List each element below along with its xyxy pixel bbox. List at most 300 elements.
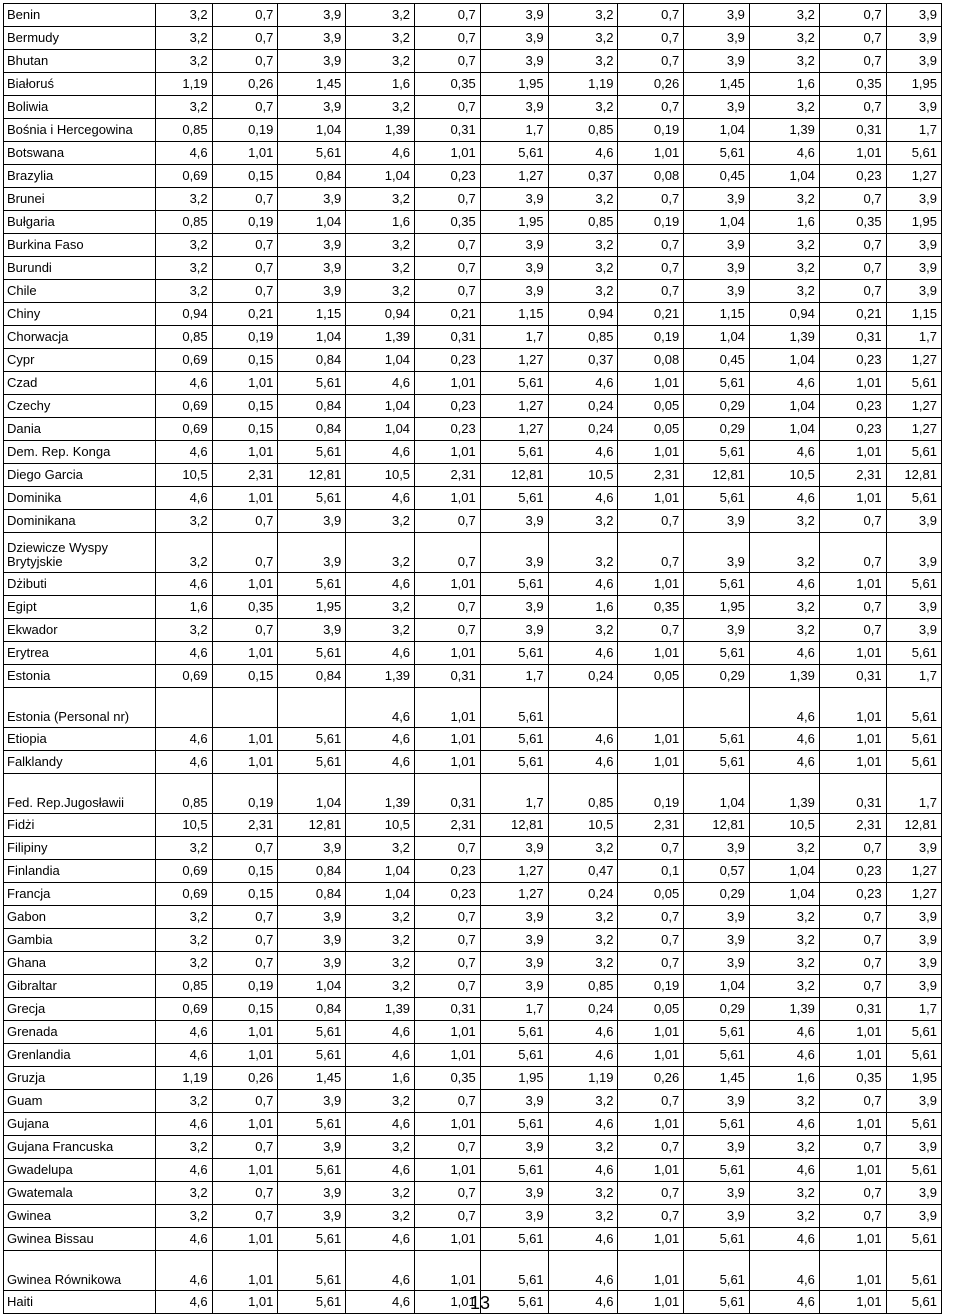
country-name: Burundi bbox=[4, 257, 156, 280]
value-cell: 1,04 bbox=[684, 119, 750, 142]
value-cell: 0,69 bbox=[156, 998, 212, 1021]
value-cell: 12,81 bbox=[278, 814, 346, 837]
country-name: Gwatemala bbox=[4, 1182, 156, 1205]
value-cell: 1,01 bbox=[415, 1291, 481, 1314]
value-cell: 3,9 bbox=[480, 510, 548, 533]
value-cell: 3,9 bbox=[480, 837, 548, 860]
value-cell: 3,9 bbox=[278, 1182, 346, 1205]
value-cell: 4,6 bbox=[548, 441, 618, 464]
value-cell: 0,7 bbox=[819, 837, 886, 860]
value-cell: 0,7 bbox=[415, 27, 481, 50]
value-cell: 0,19 bbox=[212, 975, 278, 998]
value-cell: 3,9 bbox=[684, 257, 750, 280]
table-row bbox=[4, 441, 942, 464]
value-cell: 4,6 bbox=[346, 441, 415, 464]
value-cell: 0,7 bbox=[212, 1205, 278, 1228]
value-cell: 5,61 bbox=[278, 751, 346, 774]
value-cell: 1,19 bbox=[548, 73, 618, 96]
value-cell bbox=[278, 688, 346, 728]
value-cell: 4,6 bbox=[346, 1113, 415, 1136]
value-cell: 3,2 bbox=[548, 929, 618, 952]
value-cell: 0,7 bbox=[618, 1182, 684, 1205]
value-cell: 4,6 bbox=[548, 1113, 618, 1136]
value-cell: 1,04 bbox=[346, 349, 415, 372]
value-cell: 1,95 bbox=[278, 596, 346, 619]
value-cell: 1,01 bbox=[212, 1291, 278, 1314]
value-cell: 0,7 bbox=[618, 837, 684, 860]
value-cell: 2,31 bbox=[819, 814, 886, 837]
value-cell: 3,2 bbox=[548, 280, 618, 303]
country-name: Brunei bbox=[4, 188, 156, 211]
table-body bbox=[4, 4, 942, 1314]
value-cell bbox=[618, 688, 684, 728]
value-cell: 3,2 bbox=[346, 596, 415, 619]
value-cell: 0,21 bbox=[415, 303, 481, 326]
country-name: Dania bbox=[4, 418, 156, 441]
value-cell: 3,9 bbox=[886, 280, 941, 303]
value-cell: 5,61 bbox=[480, 487, 548, 510]
value-cell: 1,95 bbox=[480, 211, 548, 234]
value-cell: 5,61 bbox=[480, 1113, 548, 1136]
value-cell: 1,7 bbox=[886, 326, 941, 349]
value-cell: 4,6 bbox=[156, 573, 212, 596]
table-row bbox=[4, 510, 942, 533]
value-cell: 3,2 bbox=[749, 929, 819, 952]
value-cell: 0,23 bbox=[415, 418, 481, 441]
value-cell: 0,31 bbox=[415, 998, 481, 1021]
value-cell: 3,2 bbox=[346, 4, 415, 27]
value-cell: 1,27 bbox=[480, 349, 548, 372]
value-cell: 3,2 bbox=[548, 50, 618, 73]
value-cell: 0,23 bbox=[415, 395, 481, 418]
value-cell: 3,2 bbox=[548, 96, 618, 119]
value-cell: 3,2 bbox=[346, 952, 415, 975]
value-cell: 3,9 bbox=[480, 188, 548, 211]
value-cell: 1,39 bbox=[749, 326, 819, 349]
value-cell: 12,81 bbox=[278, 464, 346, 487]
value-cell: 0,19 bbox=[618, 326, 684, 349]
value-cell: 3,2 bbox=[156, 96, 212, 119]
value-cell: 3,9 bbox=[684, 1090, 750, 1113]
value-cell: 4,6 bbox=[156, 1113, 212, 1136]
value-cell: 1,01 bbox=[618, 642, 684, 665]
value-cell: 5,61 bbox=[684, 142, 750, 165]
table-row bbox=[4, 688, 942, 728]
value-cell: 0,7 bbox=[819, 1090, 886, 1113]
value-cell: 1,04 bbox=[278, 975, 346, 998]
value-cell: 0,23 bbox=[415, 860, 481, 883]
value-cell: 0,08 bbox=[618, 165, 684, 188]
value-cell: 3,2 bbox=[346, 837, 415, 860]
value-cell: 4,6 bbox=[749, 1044, 819, 1067]
value-cell: 3,9 bbox=[886, 1205, 941, 1228]
value-cell: 1,01 bbox=[415, 1021, 481, 1044]
value-cell: 1,01 bbox=[819, 642, 886, 665]
value-cell: 0,7 bbox=[415, 1090, 481, 1113]
value-cell: 10,5 bbox=[346, 814, 415, 837]
value-cell: 1,04 bbox=[684, 975, 750, 998]
value-cell: 3,9 bbox=[684, 929, 750, 952]
value-cell: 5,61 bbox=[480, 573, 548, 596]
value-cell: 4,6 bbox=[548, 728, 618, 751]
value-cell: 0,7 bbox=[819, 619, 886, 642]
value-cell: 3,9 bbox=[278, 510, 346, 533]
value-cell: 0,69 bbox=[156, 883, 212, 906]
value-cell: 1,6 bbox=[346, 211, 415, 234]
value-cell: 0,31 bbox=[415, 119, 481, 142]
country-name: Brazylia bbox=[4, 165, 156, 188]
value-cell: 0,84 bbox=[278, 883, 346, 906]
value-cell: 0,29 bbox=[684, 998, 750, 1021]
value-cell: 0,31 bbox=[819, 119, 886, 142]
value-cell: 4,6 bbox=[156, 751, 212, 774]
value-cell: 1,45 bbox=[684, 73, 750, 96]
value-cell: 5,61 bbox=[886, 1159, 941, 1182]
value-cell: 0,23 bbox=[819, 349, 886, 372]
value-cell: 5,61 bbox=[684, 1021, 750, 1044]
value-cell: 0,7 bbox=[618, 96, 684, 119]
value-cell: 5,61 bbox=[886, 1251, 941, 1291]
value-cell: 1,01 bbox=[618, 1159, 684, 1182]
country-name: Dem. Rep. Konga bbox=[4, 441, 156, 464]
value-cell: 0,37 bbox=[548, 349, 618, 372]
value-cell: 0,7 bbox=[212, 257, 278, 280]
value-cell: 1,19 bbox=[548, 1067, 618, 1090]
value-cell: 0,85 bbox=[548, 211, 618, 234]
value-cell: 1,01 bbox=[819, 142, 886, 165]
value-cell: 3,2 bbox=[749, 975, 819, 998]
value-cell: 1,39 bbox=[749, 998, 819, 1021]
value-cell: 1,39 bbox=[749, 119, 819, 142]
table-row bbox=[4, 998, 942, 1021]
value-cell: 1,27 bbox=[886, 883, 941, 906]
value-cell: 1,01 bbox=[212, 441, 278, 464]
table-row bbox=[4, 642, 942, 665]
value-cell: 5,61 bbox=[278, 1291, 346, 1314]
value-cell: 0,05 bbox=[618, 395, 684, 418]
value-cell: 5,61 bbox=[278, 1159, 346, 1182]
value-cell: 0,7 bbox=[819, 4, 886, 27]
value-cell: 3,9 bbox=[480, 1090, 548, 1113]
value-cell: 4,6 bbox=[346, 1021, 415, 1044]
value-cell: 0,15 bbox=[212, 165, 278, 188]
value-cell: 1,01 bbox=[212, 1021, 278, 1044]
country-name: Bułgaria bbox=[4, 211, 156, 234]
value-cell: 1,04 bbox=[346, 860, 415, 883]
value-cell: 5,61 bbox=[684, 487, 750, 510]
country-name: Chorwacja bbox=[4, 326, 156, 349]
value-cell: 0,19 bbox=[212, 211, 278, 234]
value-cell: 0,7 bbox=[819, 1205, 886, 1228]
table-row bbox=[4, 1136, 942, 1159]
value-cell: 3,9 bbox=[480, 596, 548, 619]
value-cell: 5,61 bbox=[480, 728, 548, 751]
value-cell: 0,05 bbox=[618, 998, 684, 1021]
value-cell: 1,7 bbox=[886, 119, 941, 142]
country-name: Haiti bbox=[4, 1291, 156, 1314]
value-cell: 5,61 bbox=[886, 441, 941, 464]
value-cell: 0,45 bbox=[684, 349, 750, 372]
value-cell: 3,9 bbox=[886, 1136, 941, 1159]
value-cell: 4,6 bbox=[346, 1159, 415, 1182]
country-name: Bhutan bbox=[4, 50, 156, 73]
value-cell: 0,7 bbox=[212, 4, 278, 27]
value-cell: 0,35 bbox=[415, 1067, 481, 1090]
value-cell: 3,2 bbox=[749, 234, 819, 257]
value-cell: 3,2 bbox=[156, 50, 212, 73]
value-cell: 4,6 bbox=[548, 1021, 618, 1044]
value-cell: 0,7 bbox=[415, 929, 481, 952]
value-cell: 0,57 bbox=[684, 860, 750, 883]
table-row bbox=[4, 4, 942, 27]
value-cell: 3,2 bbox=[749, 50, 819, 73]
table-row bbox=[4, 1044, 942, 1067]
value-cell: 5,61 bbox=[886, 728, 941, 751]
value-cell: 0,69 bbox=[156, 395, 212, 418]
value-cell: 0,19 bbox=[212, 774, 278, 814]
value-cell: 5,61 bbox=[684, 372, 750, 395]
value-cell: 3,9 bbox=[278, 1205, 346, 1228]
value-cell: 1,01 bbox=[618, 142, 684, 165]
value-cell: 0,7 bbox=[212, 188, 278, 211]
value-cell: 3,9 bbox=[886, 1090, 941, 1113]
value-cell: 3,2 bbox=[156, 533, 212, 573]
table-row bbox=[4, 1021, 942, 1044]
country-name: Gwinea Bissau bbox=[4, 1228, 156, 1251]
value-cell: 0,05 bbox=[618, 665, 684, 688]
value-cell: 3,9 bbox=[886, 837, 941, 860]
value-cell: 0,7 bbox=[415, 96, 481, 119]
value-cell: 4,6 bbox=[749, 642, 819, 665]
value-cell: 1,15 bbox=[684, 303, 750, 326]
country-name: Dziewicze Wyspy Brytyjskie bbox=[4, 533, 156, 573]
value-cell: 3,2 bbox=[548, 1090, 618, 1113]
value-cell: 12,81 bbox=[684, 814, 750, 837]
value-cell: 3,2 bbox=[156, 188, 212, 211]
value-cell: 4,6 bbox=[749, 142, 819, 165]
value-cell: 10,5 bbox=[156, 464, 212, 487]
value-cell: 0,94 bbox=[749, 303, 819, 326]
value-cell bbox=[212, 688, 278, 728]
value-cell: 3,2 bbox=[156, 257, 212, 280]
value-cell: 5,61 bbox=[886, 1228, 941, 1251]
value-cell: 3,9 bbox=[886, 4, 941, 27]
value-cell: 0,05 bbox=[618, 418, 684, 441]
value-cell: 5,61 bbox=[684, 1113, 750, 1136]
value-cell: 4,6 bbox=[548, 1251, 618, 1291]
country-name: Dżibuti bbox=[4, 573, 156, 596]
value-cell: 5,61 bbox=[278, 142, 346, 165]
value-cell: 5,61 bbox=[886, 1044, 941, 1067]
value-cell: 0,7 bbox=[415, 1182, 481, 1205]
country-name: Gibraltar bbox=[4, 975, 156, 998]
country-name: Chiny bbox=[4, 303, 156, 326]
value-cell: 1,01 bbox=[618, 1021, 684, 1044]
value-cell: 5,61 bbox=[886, 487, 941, 510]
value-cell: 0,7 bbox=[212, 1090, 278, 1113]
value-cell: 0,69 bbox=[156, 860, 212, 883]
table-row bbox=[4, 1113, 942, 1136]
value-cell: 0,7 bbox=[415, 257, 481, 280]
table-row bbox=[4, 395, 942, 418]
value-cell: 5,61 bbox=[684, 1251, 750, 1291]
value-cell: 10,5 bbox=[749, 814, 819, 837]
value-cell: 0,7 bbox=[212, 50, 278, 73]
value-cell: 3,2 bbox=[346, 929, 415, 952]
value-cell: 1,01 bbox=[819, 1159, 886, 1182]
value-cell: 0,7 bbox=[618, 27, 684, 50]
value-cell: 3,2 bbox=[548, 4, 618, 27]
value-cell: 3,2 bbox=[156, 952, 212, 975]
value-cell: 0,24 bbox=[548, 998, 618, 1021]
value-cell: 3,2 bbox=[749, 596, 819, 619]
value-cell: 0,7 bbox=[212, 1182, 278, 1205]
value-cell: 4,6 bbox=[156, 142, 212, 165]
value-cell: 1,01 bbox=[618, 1291, 684, 1314]
value-cell: 0,85 bbox=[156, 975, 212, 998]
value-cell: 1,04 bbox=[278, 326, 346, 349]
value-cell: 3,9 bbox=[278, 280, 346, 303]
value-cell: 0,7 bbox=[415, 952, 481, 975]
value-cell: 0,85 bbox=[548, 975, 618, 998]
value-cell: 1,19 bbox=[156, 1067, 212, 1090]
value-cell: 3,2 bbox=[548, 837, 618, 860]
value-cell: 0,7 bbox=[819, 952, 886, 975]
table-row bbox=[4, 234, 942, 257]
value-cell: 0,94 bbox=[548, 303, 618, 326]
value-cell: 1,01 bbox=[618, 372, 684, 395]
value-cell: 5,61 bbox=[480, 1228, 548, 1251]
value-cell: 0,84 bbox=[278, 998, 346, 1021]
value-cell: 1,27 bbox=[480, 418, 548, 441]
value-cell: 3,9 bbox=[886, 952, 941, 975]
value-cell: 0,24 bbox=[548, 395, 618, 418]
table-row bbox=[4, 665, 942, 688]
country-name: Bośnia i Hercegowina bbox=[4, 119, 156, 142]
value-cell: 3,2 bbox=[749, 257, 819, 280]
country-name: Gujana bbox=[4, 1113, 156, 1136]
value-cell: 3,9 bbox=[480, 533, 548, 573]
value-cell: 4,6 bbox=[749, 573, 819, 596]
table-row bbox=[4, 860, 942, 883]
value-cell: 1,01 bbox=[819, 1044, 886, 1067]
value-cell: 5,61 bbox=[684, 1228, 750, 1251]
value-cell: 3,2 bbox=[346, 188, 415, 211]
value-cell: 0,15 bbox=[212, 860, 278, 883]
value-cell: 0,84 bbox=[278, 349, 346, 372]
table-row bbox=[4, 464, 942, 487]
value-cell: 0,24 bbox=[548, 665, 618, 688]
value-cell: 4,6 bbox=[749, 487, 819, 510]
value-cell: 0,15 bbox=[212, 665, 278, 688]
value-cell: 5,61 bbox=[480, 1159, 548, 1182]
value-cell: 3,2 bbox=[548, 188, 618, 211]
table-row bbox=[4, 211, 942, 234]
value-cell: 5,61 bbox=[684, 1291, 750, 1314]
value-cell: 5,61 bbox=[886, 688, 941, 728]
value-cell: 3,2 bbox=[749, 619, 819, 642]
value-cell: 0,7 bbox=[618, 4, 684, 27]
value-cell: 0,35 bbox=[212, 596, 278, 619]
value-cell bbox=[548, 688, 618, 728]
value-cell: 0,23 bbox=[819, 860, 886, 883]
country-name: Grenlandia bbox=[4, 1044, 156, 1067]
value-cell: 3,2 bbox=[749, 1090, 819, 1113]
country-name: Ekwador bbox=[4, 619, 156, 642]
value-cell: 3,2 bbox=[749, 4, 819, 27]
value-cell: 5,61 bbox=[480, 688, 548, 728]
value-cell: 3,9 bbox=[480, 619, 548, 642]
value-cell: 4,6 bbox=[548, 1291, 618, 1314]
value-cell: 0,7 bbox=[819, 510, 886, 533]
value-cell: 4,6 bbox=[156, 1044, 212, 1067]
value-cell: 5,61 bbox=[278, 1021, 346, 1044]
value-cell: 0,7 bbox=[212, 234, 278, 257]
value-cell: 3,9 bbox=[886, 188, 941, 211]
table-row bbox=[4, 837, 942, 860]
value-cell: 1,39 bbox=[346, 326, 415, 349]
table-row bbox=[4, 573, 942, 596]
value-cell: 1,01 bbox=[212, 1113, 278, 1136]
value-cell: 0,69 bbox=[156, 418, 212, 441]
value-cell: 4,6 bbox=[156, 642, 212, 665]
country-name: Botswana bbox=[4, 142, 156, 165]
value-cell: 2,31 bbox=[212, 464, 278, 487]
value-cell: 3,2 bbox=[548, 1136, 618, 1159]
country-name: Gambia bbox=[4, 929, 156, 952]
value-cell: 3,2 bbox=[548, 1182, 618, 1205]
value-cell: 0,19 bbox=[618, 211, 684, 234]
value-cell: 2,31 bbox=[819, 464, 886, 487]
value-cell: 5,61 bbox=[684, 1044, 750, 1067]
value-cell: 1,95 bbox=[684, 596, 750, 619]
country-name: Gwinea Równikowa bbox=[4, 1251, 156, 1291]
value-cell: 1,01 bbox=[618, 1228, 684, 1251]
value-cell: 1,7 bbox=[480, 774, 548, 814]
value-cell: 4,6 bbox=[346, 573, 415, 596]
value-cell: 3,2 bbox=[346, 975, 415, 998]
value-cell: 3,9 bbox=[886, 533, 941, 573]
value-cell: 3,9 bbox=[886, 975, 941, 998]
value-cell: 4,6 bbox=[346, 1251, 415, 1291]
value-cell: 3,2 bbox=[749, 906, 819, 929]
value-cell: 3,9 bbox=[480, 975, 548, 998]
table-row bbox=[4, 975, 942, 998]
value-cell: 0,19 bbox=[618, 119, 684, 142]
value-cell: 0,7 bbox=[212, 27, 278, 50]
value-cell: 3,9 bbox=[480, 50, 548, 73]
value-cell: 0,7 bbox=[415, 906, 481, 929]
value-cell: 0,26 bbox=[618, 1067, 684, 1090]
value-cell: 1,01 bbox=[819, 688, 886, 728]
value-cell: 0,19 bbox=[618, 774, 684, 814]
value-cell: 0,7 bbox=[212, 510, 278, 533]
value-cell: 3,9 bbox=[480, 929, 548, 952]
value-cell: 3,9 bbox=[886, 27, 941, 50]
value-cell: 5,61 bbox=[886, 1021, 941, 1044]
value-cell: 3,2 bbox=[346, 234, 415, 257]
country-name: Gujana Francuska bbox=[4, 1136, 156, 1159]
country-name: Finlandia bbox=[4, 860, 156, 883]
value-cell: 3,2 bbox=[346, 906, 415, 929]
value-cell: 4,6 bbox=[548, 1228, 618, 1251]
value-cell: 0,26 bbox=[212, 73, 278, 96]
value-cell: 3,2 bbox=[548, 952, 618, 975]
value-cell: 3,2 bbox=[156, 1136, 212, 1159]
value-cell: 4,6 bbox=[346, 642, 415, 665]
value-cell: 0,7 bbox=[415, 1136, 481, 1159]
value-cell: 1,01 bbox=[618, 441, 684, 464]
